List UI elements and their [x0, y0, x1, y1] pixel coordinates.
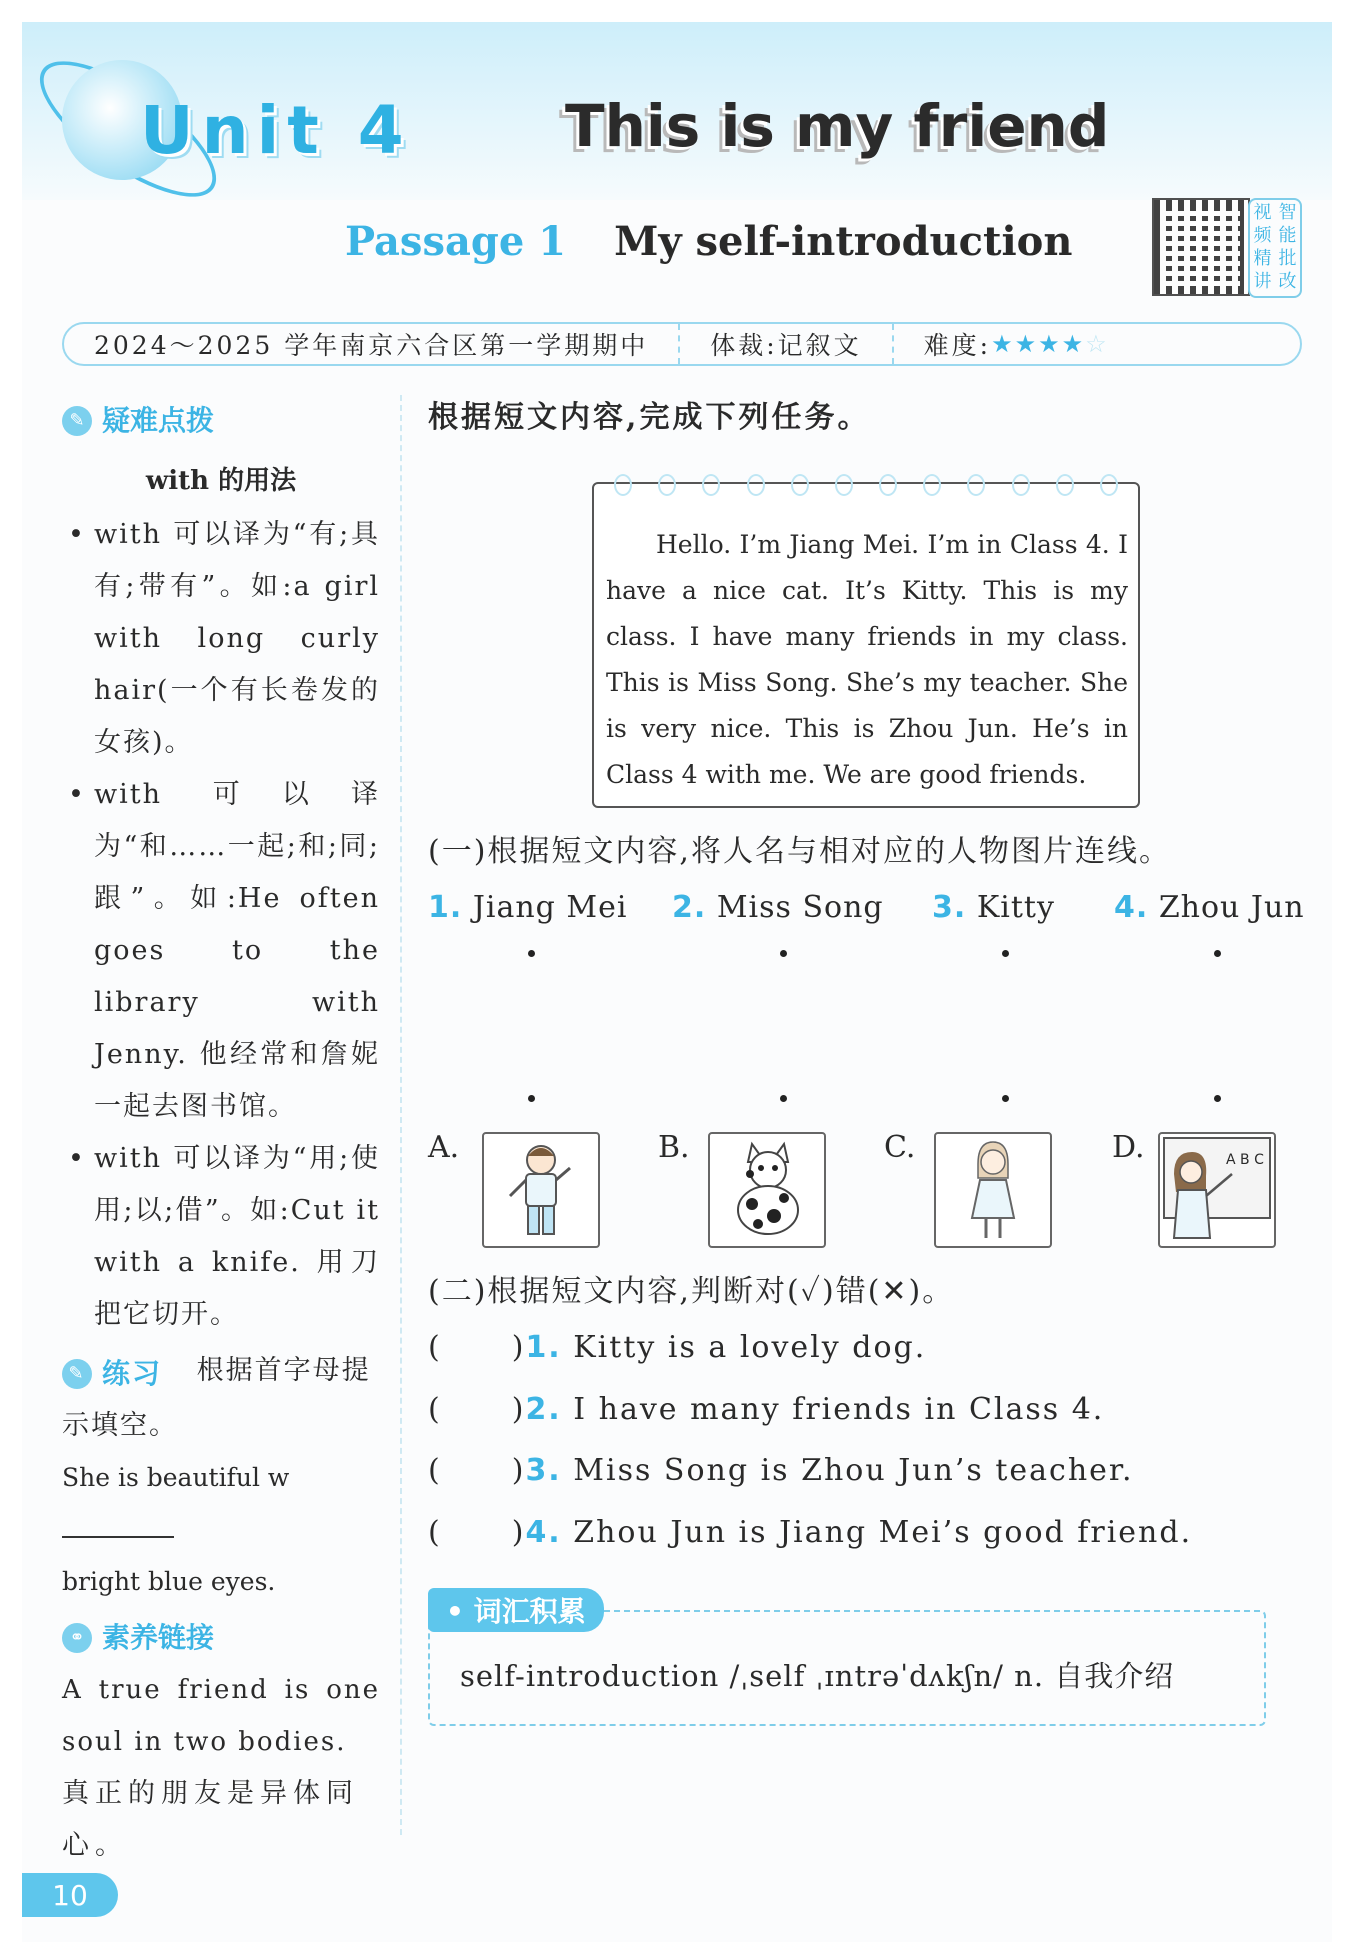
passage-label: Passage 1: [345, 218, 567, 265]
genre-info: 体裁:记叙文: [680, 324, 893, 364]
name-item: [428, 890, 627, 925]
pencil-icon: ✎: [62, 1359, 92, 1389]
difficulty-label: 难度:: [923, 331, 992, 360]
star-empty-icon: ☆: [1085, 330, 1109, 358]
girl-icon: [936, 1134, 1050, 1246]
link-icon: ⚭: [62, 1623, 92, 1653]
name-number: 4.: [1114, 890, 1149, 925]
reading-passage: Hello. I’m Jiang Mei. I’m in Class 4. I have a nice cat. It’s Kitty. This is my class. I have many friends in my class. This is Miss Song. She’s my teacher. She is very nice. This is Zhou Jun. He’s in Class 4 with me. We are good friends.: [606, 530, 1128, 789]
answer-blank[interactable]: [62, 1504, 174, 1538]
qr-tag-char: 改: [1278, 271, 1297, 292]
quote-chinese: 真正的朋友是异体同心。: [62, 1778, 359, 1861]
name-item: [672, 890, 884, 925]
unit-title: This is my friend: [565, 92, 1110, 160]
usage-bullet: • with 可以译为“用;使用;以;借”。如:Cut it with a knife. 用刀把它切开。: [62, 1133, 380, 1341]
usage-bullet: • with 可以译为“有;具有;带有”。如:a girl with long curly hair(一个有长卷发的女孩)。: [62, 509, 380, 769]
star-filled-icon: ★: [1061, 330, 1086, 358]
source-info: 2024～2025 学年南京六合区第一学期期中: [64, 324, 680, 364]
judgement-item[interactable]: ( )2. I have many friends in Class 4.: [428, 1392, 1105, 1427]
reading-passage-card: [592, 482, 1140, 808]
qr-code-icon[interactable]: [1152, 198, 1250, 296]
vocab-heading-label: 词汇积累: [473, 1595, 586, 1628]
pencil-icon: ✎: [62, 406, 92, 436]
vocab-entry: self-introduction /ˌself ˌɪntrəˈdʌkʃn/ n. 自我介绍: [460, 1659, 1175, 1693]
name-number: 1.: [428, 890, 463, 925]
passage-title: My self-introduction: [614, 218, 1073, 265]
practice-sentence-end: bright blue eyes.: [62, 1567, 276, 1596]
practice-heading: [62, 1348, 162, 1400]
qr-tag: [1248, 198, 1302, 298]
match-dot-top[interactable]: [1002, 950, 1009, 957]
name-text: Zhou Jun: [1158, 890, 1305, 925]
name-item: [932, 890, 1055, 925]
name-number: 3.: [932, 890, 967, 925]
spotted-cat-icon: [710, 1134, 824, 1246]
part1-heading: (一)根据短文内容,将人名与相对应的人物图片连线。: [428, 834, 1171, 869]
star-filled-icon: ★: [1038, 330, 1062, 358]
judgement-text: Zhou Jun is Jiang Mei’s good friend.: [573, 1515, 1193, 1550]
star-filled-icon: ★: [1014, 330, 1039, 358]
name-number: 2.: [672, 890, 707, 925]
tips-heading-label: 疑难点拨: [102, 404, 215, 437]
part2-heading: (二)根据短文内容,判断对(✓)错(✕)。: [428, 1274, 955, 1309]
picture-letter: D.: [1112, 1130, 1145, 1165]
match-dot-top[interactable]: [1214, 950, 1221, 957]
name-item: [1114, 890, 1305, 925]
boy-icon: [484, 1134, 598, 1246]
info-bar: [62, 322, 1302, 366]
name-text: Miss Song: [716, 890, 884, 925]
qr-tag-char: 能: [1278, 225, 1297, 246]
match-dot-bottom[interactable]: [528, 1095, 535, 1102]
judgement-item[interactable]: ( )3. Miss Song is Zhou Jun’s teacher.: [428, 1453, 1134, 1488]
judgement-number: 3.: [525, 1453, 562, 1488]
qr-tag-char: 视: [1253, 202, 1272, 223]
usage-bullet: • with 可以译为“和……一起;和;同;跟”。如:He often goes to the library with Jenny. 他经常和詹妮一起去图书馆。: [62, 769, 380, 1133]
teacher-at-board-icon: [1160, 1134, 1274, 1246]
match-dot-bottom[interactable]: [1214, 1095, 1221, 1102]
practice-instruction: 根据首字母提示填空。: [62, 1355, 371, 1441]
judgement-text: Miss Song is Zhou Jun’s teacher.: [573, 1453, 1134, 1488]
match-dot-bottom[interactable]: [1002, 1095, 1009, 1102]
girl-picture: [934, 1132, 1052, 1248]
name-text: Kitty: [976, 890, 1055, 925]
match-dot-bottom[interactable]: [780, 1095, 787, 1102]
name-text: Jiang Mei: [472, 890, 628, 925]
match-dot-top[interactable]: [780, 950, 787, 957]
page-number: 10: [22, 1873, 118, 1917]
usage-title: with 的用法: [145, 466, 297, 496]
star-filled-icon: ★: [991, 330, 1015, 358]
qr-tag-char: 精: [1253, 248, 1272, 269]
picture-letter: A.: [428, 1130, 460, 1165]
practice-sentence-start: She is beautiful w: [62, 1463, 290, 1492]
cat-picture: [708, 1132, 826, 1248]
qr-tag-char: 频: [1253, 225, 1272, 246]
sidebar: [62, 395, 380, 1872]
qr-tag-char: 讲: [1253, 271, 1272, 292]
difficulty-stars: [991, 330, 1109, 358]
column-divider: [400, 395, 402, 1835]
tips-heading: [62, 395, 380, 447]
practice-sentence: [62, 1452, 380, 1608]
task-instruction: 根据短文内容,完成下列任务。: [428, 400, 871, 435]
judgement-number: 4.: [525, 1515, 562, 1550]
boy-picture: [482, 1132, 600, 1248]
link-heading: [62, 1612, 380, 1664]
vocab-heading: • 词汇积累: [428, 1588, 604, 1632]
judgement-number: 1.: [525, 1330, 562, 1365]
practice-block: [62, 1345, 380, 1452]
judgement-item[interactable]: ( )4. Zhou Jun is Jiang Mei’s good friend.: [428, 1515, 1193, 1550]
judgement-text: Kitty is a lovely dog.: [573, 1330, 927, 1365]
notebook-rings-decoration: [614, 474, 1118, 496]
unit-label: Unit 4: [140, 92, 412, 169]
judgement-number: 2.: [525, 1392, 562, 1427]
quote-english: A true friend is one soul in two bodies.: [62, 1675, 380, 1757]
qr-tag-char: 智: [1278, 202, 1297, 223]
link-heading-label: 素养链接: [102, 1621, 215, 1654]
difficulty-info: [894, 324, 1139, 364]
judgement-item[interactable]: ( )1. Kitty is a lovely dog.: [428, 1330, 927, 1365]
picture-letter: B.: [658, 1130, 690, 1165]
teacher-picture: [1158, 1132, 1276, 1248]
match-dot-top[interactable]: [528, 950, 535, 957]
judgement-text: I have many friends in Class 4.: [573, 1392, 1105, 1427]
picture-letter: C.: [884, 1130, 916, 1165]
passage-heading: [345, 218, 1072, 265]
qr-tag-char: 批: [1278, 248, 1297, 269]
practice-heading-label: 练习: [102, 1357, 163, 1390]
board-text: A B C: [1226, 1152, 1264, 1168]
